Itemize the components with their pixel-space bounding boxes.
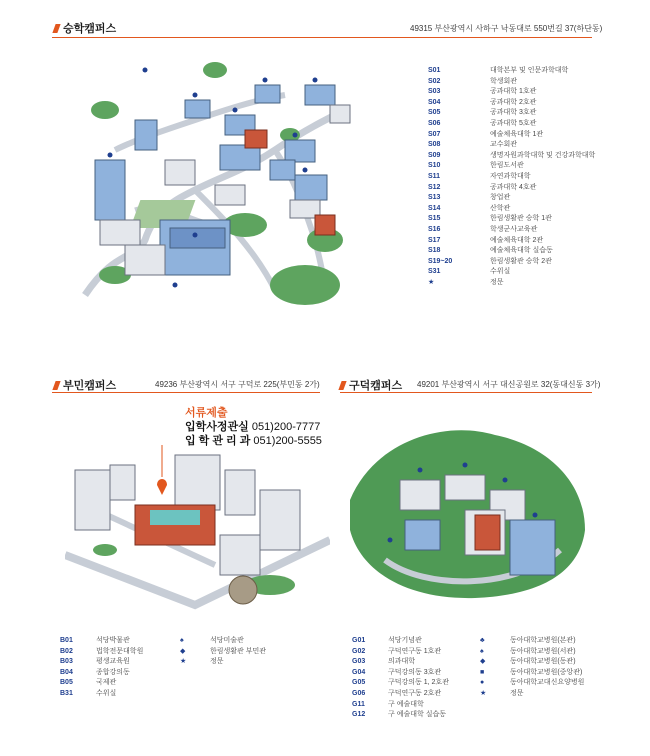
legend-row xyxy=(428,225,595,236)
bumin-title: 부민캠퍼스 xyxy=(54,377,116,393)
notice-admission-management: 입 학 관 리 과 051)200-5555 xyxy=(185,435,322,447)
legend-row xyxy=(352,636,449,647)
legend-symbol-icon: ◆ xyxy=(180,647,186,655)
legend-row xyxy=(428,193,595,204)
seunghak-address: 49315 부산광역시 사하구 낙동대로 550번길 37(하단동) xyxy=(410,24,603,33)
bumin-legend-left xyxy=(60,636,143,700)
legend-code: S05 xyxy=(428,109,441,117)
legend-code: S03 xyxy=(428,88,441,96)
legend-code: G01 xyxy=(352,637,366,644)
legend-name: 자연과학대학 xyxy=(490,172,531,180)
legend-name: 한림도서관 xyxy=(490,162,524,170)
legend-name: 구덕연구동 1호관 xyxy=(388,647,442,655)
gudeok-legend-right xyxy=(480,636,584,700)
legend-code: S31 xyxy=(428,268,441,276)
legend-name: 석당기념관 xyxy=(388,637,422,644)
legend-name: 공과대학 2호관 xyxy=(490,98,537,106)
legend-code: B31 xyxy=(60,689,73,697)
legend-name: 수위실 xyxy=(490,268,511,276)
legend-code: S06 xyxy=(428,119,441,127)
seunghak-legend xyxy=(428,66,595,288)
legend-code: S14 xyxy=(428,204,441,212)
legend-row xyxy=(60,657,143,668)
legend-row xyxy=(428,119,595,130)
legend-row xyxy=(480,689,584,700)
legend-name: 법학전문대학원 xyxy=(96,647,144,655)
gudeok-campus-map xyxy=(345,420,590,605)
section-marker-icon xyxy=(338,381,346,390)
legend-row xyxy=(428,140,595,151)
legend-symbol-icon: ♠ xyxy=(480,647,484,655)
legend-name: 석당박물관 xyxy=(96,637,130,644)
legend-code: S19~20 xyxy=(428,257,453,265)
notice-admission-office: 입학사정관실 051)200-7777 xyxy=(185,421,321,433)
bumin-address: 49236 부산광역시 서구 구덕로 225(부민동 2가) xyxy=(155,380,320,389)
document-submission-notice xyxy=(185,404,322,448)
legend-row xyxy=(428,246,595,257)
legend-row xyxy=(480,668,584,679)
legend-row xyxy=(428,108,595,119)
legend-name: 한림생활관 부민관 xyxy=(210,647,267,655)
section-marker-icon xyxy=(52,24,60,33)
legend-code: G11 xyxy=(352,700,365,708)
gudeok-legend-left xyxy=(352,636,449,721)
divider xyxy=(52,37,592,38)
legend-row xyxy=(428,236,595,247)
legend-row xyxy=(428,66,595,77)
gudeok-address: 49201 부산광역시 서구 대신공원로 32(동대신동 3가) xyxy=(417,380,601,389)
location-pin-icon xyxy=(157,479,167,495)
legend-name: 석당미술관 xyxy=(210,637,244,644)
legend-code: B01 xyxy=(60,637,73,644)
legend-code: S01 xyxy=(428,67,441,74)
legend-row xyxy=(352,700,449,711)
legend-row xyxy=(352,710,449,721)
legend-row xyxy=(428,267,595,278)
legend-name: 국제관 xyxy=(96,679,117,687)
divider xyxy=(52,392,320,393)
legend-code: B03 xyxy=(60,658,73,666)
legend-row xyxy=(180,647,266,658)
legend-name: 공과대학 4호관 xyxy=(490,183,537,191)
legend-row xyxy=(480,636,584,647)
legend-row xyxy=(428,151,595,162)
legend-name: 동아대학교병원(동관) xyxy=(510,658,576,666)
legend-symbol-icon: ● xyxy=(480,679,485,687)
gudeok-title: 구덕캠퍼스 xyxy=(340,377,402,393)
legend-code: G04 xyxy=(352,668,366,676)
legend-code: S11 xyxy=(428,172,441,180)
legend-row xyxy=(60,668,143,679)
legend-code: S17 xyxy=(428,236,441,244)
legend-name: 구덕연구동 2호관 xyxy=(388,689,442,697)
legend-row xyxy=(428,130,595,141)
bumin-legend-right xyxy=(180,636,266,668)
legend-name: 구 예술대학 xyxy=(388,700,424,708)
legend-name: 의과대학 xyxy=(388,658,416,666)
seunghak-title: 승학캠퍼스 xyxy=(54,20,116,36)
legend-name: 산학관 xyxy=(490,204,511,212)
legend-row xyxy=(428,257,595,268)
bumin-campus-map xyxy=(65,445,330,615)
legend-row xyxy=(428,214,595,225)
legend-name: 동아대학교병원(서관) xyxy=(510,647,576,655)
legend-code: S12 xyxy=(428,183,441,191)
legend-row xyxy=(428,204,595,215)
legend-name: 평생교육원 xyxy=(96,658,130,666)
legend-row xyxy=(428,98,595,109)
legend-row xyxy=(428,161,595,172)
legend-name: 공과대학 5호관 xyxy=(490,119,537,127)
legend-name: 예술체육대학 1관 xyxy=(490,130,544,138)
legend-code: G03 xyxy=(352,658,366,666)
legend-row xyxy=(352,647,449,658)
legend-code: S10 xyxy=(428,162,441,170)
legend-symbol-icon: ★ xyxy=(180,658,187,666)
legend-name: 공과대학 3호관 xyxy=(490,109,537,117)
legend-name: 동아대학교병원(본관) xyxy=(510,637,576,644)
legend-name: 창업관 xyxy=(490,194,511,202)
legend-name: 동아대학교병원(중앙관) xyxy=(510,668,583,676)
section-marker-icon xyxy=(52,381,60,390)
legend-name: 구덕강의동 1, 2호관 xyxy=(388,679,449,687)
legend-code: S09 xyxy=(428,151,441,159)
legend-row xyxy=(352,668,449,679)
legend-code: ★ xyxy=(428,278,435,286)
legend-name: 예술체육대학 실습동 xyxy=(490,247,553,255)
legend-row xyxy=(352,689,449,700)
legend-row xyxy=(60,678,143,689)
divider xyxy=(340,392,592,393)
legend-row xyxy=(428,278,595,289)
legend-code: S07 xyxy=(428,130,441,138)
legend-name: 구 예술대학 실습동 xyxy=(388,711,446,719)
legend-code: S16 xyxy=(428,225,441,233)
legend-code: B05 xyxy=(60,679,73,687)
legend-symbol-icon: ■ xyxy=(480,668,485,676)
notice-title: 서류제출 xyxy=(185,407,228,419)
legend-name: 구덕강의동 3호관 xyxy=(388,668,442,676)
legend-code: G05 xyxy=(352,679,366,687)
legend-code: S02 xyxy=(428,77,441,85)
legend-code: S15 xyxy=(428,215,441,223)
legend-code: S08 xyxy=(428,141,441,149)
legend-row xyxy=(480,647,584,658)
legend-name: 대학본부 및 인문과학대학 xyxy=(490,67,569,74)
legend-code: S18 xyxy=(428,247,441,255)
legend-row xyxy=(180,657,266,668)
legend-code: G06 xyxy=(352,689,366,697)
legend-row xyxy=(180,636,266,647)
legend-name: 예술체육대학 2관 xyxy=(490,236,544,244)
legend-symbol-icon: ◆ xyxy=(480,658,486,666)
legend-symbol-icon: ★ xyxy=(480,689,487,697)
legend-code: S04 xyxy=(428,98,441,106)
legend-row xyxy=(428,87,595,98)
legend-code: G12 xyxy=(352,711,366,719)
legend-row xyxy=(428,183,595,194)
legend-name: 학생군사교육관 xyxy=(490,225,538,233)
legend-row xyxy=(60,689,143,700)
legend-name: 정문 xyxy=(210,658,224,666)
legend-name: 교수회관 xyxy=(490,141,518,149)
legend-row xyxy=(352,678,449,689)
legend-row xyxy=(428,172,595,183)
legend-code: G02 xyxy=(352,647,366,655)
legend-name: 공과대학 1호관 xyxy=(490,88,537,96)
legend-name: 수위실 xyxy=(96,689,117,697)
legend-name: 학생회관 xyxy=(490,77,518,85)
legend-name: 정문 xyxy=(510,689,524,697)
legend-code: B04 xyxy=(60,668,73,676)
seunghak-campus-map xyxy=(75,50,365,320)
legend-symbol-icon: ♠ xyxy=(180,637,184,644)
legend-name: 한림생활관 승학 2관 xyxy=(490,257,552,265)
legend-code: S13 xyxy=(428,194,441,202)
legend-name: 동아대학교대신요양병원 xyxy=(510,679,585,687)
legend-name: 정문 xyxy=(490,278,504,286)
legend-symbol-icon: ♣ xyxy=(480,637,485,644)
legend-row xyxy=(428,77,595,88)
legend-row xyxy=(480,657,584,668)
legend-name: 생명자원과학대학 및 건강과학대학 xyxy=(490,151,596,159)
legend-name: 한림생활관 승학 1관 xyxy=(490,215,552,223)
legend-row xyxy=(352,657,449,668)
legend-name: 종합강의동 xyxy=(96,668,130,676)
legend-row xyxy=(60,636,143,647)
legend-row xyxy=(480,678,584,689)
legend-code: B02 xyxy=(60,647,73,655)
legend-row xyxy=(60,647,143,658)
